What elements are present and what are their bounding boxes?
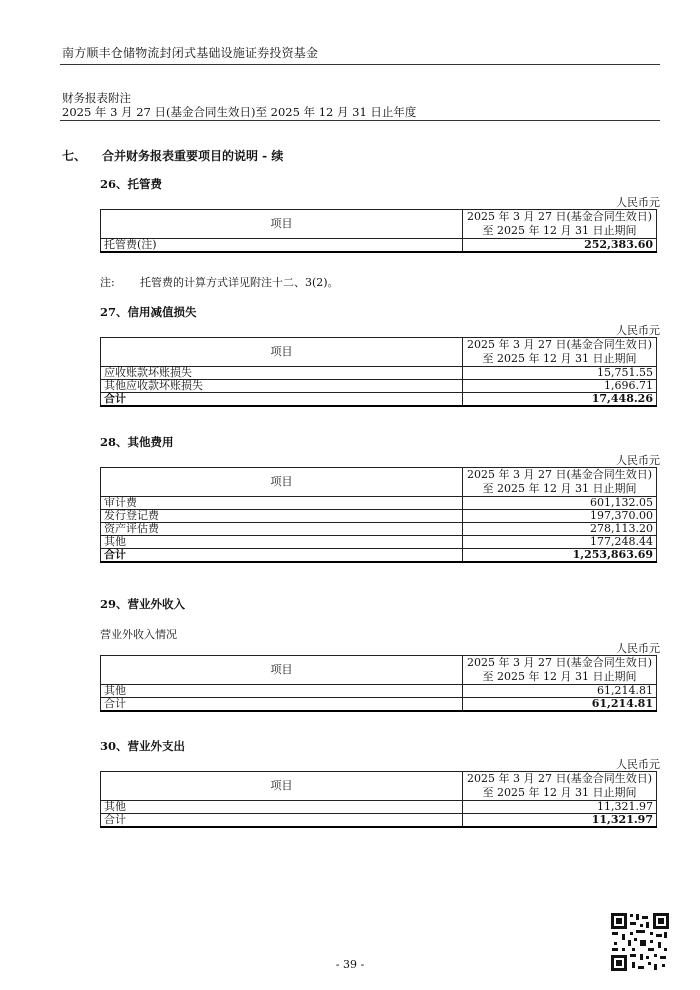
unit-label: 人民币元 xyxy=(616,196,660,209)
row-value: 61,214.81 xyxy=(463,685,657,698)
section-29-subtitle: 营业外收入情况 xyxy=(100,628,177,641)
row-value: 11,321.97 xyxy=(463,801,657,814)
qr-code-icon xyxy=(610,912,670,972)
table-row xyxy=(101,523,657,536)
row-item: 其他应收款坏账损失 xyxy=(101,380,463,393)
section-number: 七、 xyxy=(62,149,87,163)
row-item: 其他 xyxy=(101,801,463,814)
row-item: 审计费 xyxy=(101,497,463,510)
unit-label: 人民币元 xyxy=(616,758,660,771)
row-value: 1,696.71 xyxy=(463,380,657,393)
page-number: - 39 - xyxy=(335,958,365,971)
section-title: 合并财务报表重要项目的说明 - 续 xyxy=(102,149,284,163)
col-item-header: 项目 xyxy=(101,338,463,367)
row-item: 其他 xyxy=(101,536,463,549)
table-row xyxy=(101,536,657,549)
total-row xyxy=(101,393,657,407)
table-row xyxy=(101,239,657,253)
section-28 xyxy=(100,434,660,563)
section-29-title: 29、营业外收入 xyxy=(100,597,186,611)
note-text: 托管费的计算方式详见附注十二、3(2)。 xyxy=(140,276,339,289)
total-label: 合计 xyxy=(101,814,463,828)
total-row xyxy=(101,814,657,828)
table-30 xyxy=(100,771,657,828)
row-value: 278,113.20 xyxy=(463,523,657,536)
col-period-header: 2025 年 3 月 27 日(基金合同生效日) 至 2025 年 12 月 31 日止期间 xyxy=(463,656,657,685)
table-29 xyxy=(100,655,657,712)
row-value: 601,132.05 xyxy=(463,497,657,510)
total-label: 合计 xyxy=(101,698,463,712)
col-item-header: 项目 xyxy=(101,210,463,239)
section-29 xyxy=(100,596,660,712)
table-row xyxy=(101,380,657,393)
row-item: 应收账款坏账损失 xyxy=(101,367,463,380)
table-28 xyxy=(100,467,657,563)
table-row xyxy=(101,685,657,698)
row-item: 发行登记费 xyxy=(101,510,463,523)
row-value: 197,370.00 xyxy=(463,510,657,523)
col-period-header: 2025 年 3 月 27 日(基金合同生效日) 至 2025 年 12 月 31 日止期间 xyxy=(463,210,657,239)
note-label: 注: xyxy=(100,276,115,289)
col-period-header: 2025 年 3 月 27 日(基金合同生效日) 至 2025 年 12 月 31 日止期间 xyxy=(463,772,657,801)
unit-label: 人民币元 xyxy=(616,324,660,337)
total-value: 1,253,863.69 xyxy=(463,549,657,563)
total-label: 合计 xyxy=(101,549,463,563)
row-value: 177,248.44 xyxy=(463,536,657,549)
note-26 xyxy=(100,274,339,290)
section-27 xyxy=(100,304,660,407)
col-period-header: 2025 年 3 月 27 日(基金合同生效日) 至 2025 年 12 月 31 日止期间 xyxy=(463,468,657,497)
total-label: 合计 xyxy=(101,393,463,407)
section-30 xyxy=(100,738,660,828)
unit-label: 人民币元 xyxy=(616,454,660,467)
section-30-title: 30、营业外支出 xyxy=(100,739,186,753)
total-value: 61,214.81 xyxy=(463,698,657,712)
row-value: 15,751.55 xyxy=(463,367,657,380)
section-heading xyxy=(62,147,283,164)
page-header-title: 南方顺丰仓储物流封闭式基础设施证券投资基金 xyxy=(62,46,319,60)
total-row xyxy=(101,698,657,712)
table-27 xyxy=(100,337,657,407)
section-28-title: 28、其他费用 xyxy=(100,435,174,449)
table-26 xyxy=(100,209,657,253)
table-row xyxy=(101,367,657,380)
section-26 xyxy=(100,176,660,253)
table-row xyxy=(101,510,657,523)
col-item-header: 项目 xyxy=(101,468,463,497)
section-26-title: 26、托管费 xyxy=(100,177,163,191)
section-27-title: 27、信用减值损失 xyxy=(100,305,197,319)
table-row xyxy=(101,497,657,510)
unit-label: 人民币元 xyxy=(616,642,660,655)
header-rule xyxy=(60,64,660,65)
header-rule-lower xyxy=(60,120,660,121)
total-value: 11,321.97 xyxy=(463,814,657,828)
col-period-header: 2025 年 3 月 27 日(基金合同生效日) 至 2025 年 12 月 31 日止期间 xyxy=(463,338,657,367)
row-item: 其他 xyxy=(101,685,463,698)
total-row xyxy=(101,549,657,563)
col-item-header: 项目 xyxy=(101,656,463,685)
table-row xyxy=(101,801,657,814)
row-value: 252,383.60 xyxy=(463,239,657,253)
note-title: 财务报表附注 xyxy=(62,91,131,105)
row-item: 资产评估费 xyxy=(101,523,463,536)
total-value: 17,448.26 xyxy=(463,393,657,407)
col-item-header: 项目 xyxy=(101,772,463,801)
row-item: 托管费(注) xyxy=(101,239,463,253)
period-line: 2025 年 3 月 27 日(基金合同生效日)至 2025 年 12 月 31 日止年度 xyxy=(62,105,417,119)
